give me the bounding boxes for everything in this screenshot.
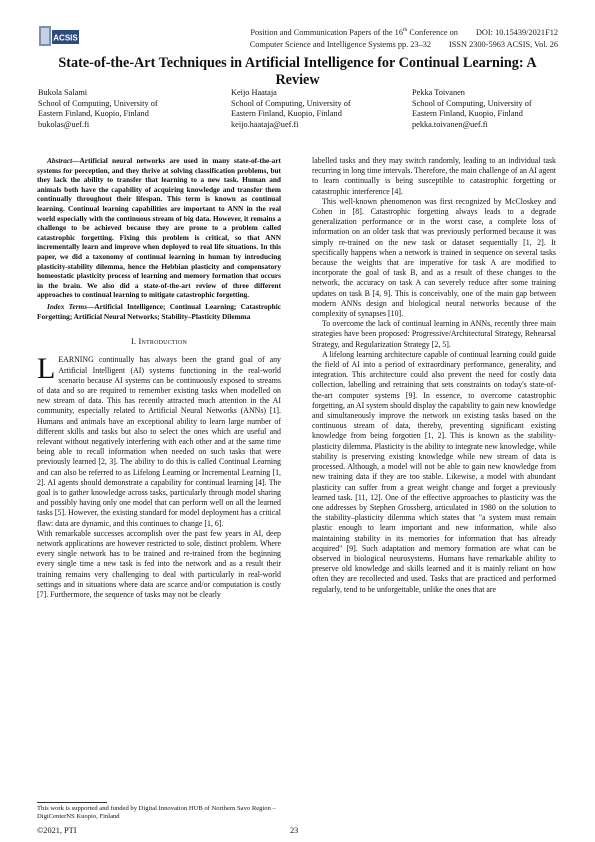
section-heading-introduction (37, 337, 281, 347)
author-name: Pekka Toivanen (412, 88, 465, 97)
conference-title-tail: Conference on (407, 28, 458, 37)
issn-text: ISSN 2300-5963 ACSIS, Vol. 26 (449, 39, 558, 49)
left-column (37, 156, 281, 600)
author-email: keijo.haataja@uef.fi (231, 119, 299, 129)
author-name: Bukola Salami (38, 88, 88, 97)
author-2 (231, 88, 396, 130)
doi-text: DOI: 10.15439/2021F12 (475, 28, 558, 37)
author-location: Eastern Finland, Kuopio, Finland (231, 109, 342, 119)
section-numeral: I. (130, 337, 139, 347)
conference-title-part: Position and Communication Papers of the 16 (250, 28, 403, 37)
author-location: Eastern Finland, Kuopio, Finland (38, 109, 149, 119)
abstract-label: Abstract (47, 156, 73, 165)
right-paragraph-4: A lifelong learning architecture capable of continual learning could guide the field of AI into a period of extraordinary performance, generality, and integration. This architecture could also prevent the need for costly data collection, labelling and retraining that sets constraints on today's state-of-the-art computer systems [9]. In essence, to overcome catastrophic forgetting, an AI system should display the capability to gain new knowledge and simultaneously improve the network on existing tasks based on the continuous stream of data, thereby, preventing significant existing knowledge from being forgotten [1, 2]. This is known as the stability-plasticity dilemma. Plasticity is the ability to integrate new knowledge, while stability is preserving existing knowledge while new stream of data is processed. Although, a model will not be able to gain new knowledge from new training data if they are too stable. Likewise, a model with abundant plasticity can suffer from a great weight change and forget a previously learned task. [11, 12]. One of the effective approaches to plasticity was the one addresses by Stephen Grossberg, articulated in 1980 on the solution to the stability–plasticity dilemma which states that "a system must remain plastic enough to learn important and new information, while also maintaining stability in its memories for information that has already acquired" [9]. Such adaptation and memory formation are what can be observed in biological neurosystems. Humans have remarkable ability to preserve old knowledge and skills learned and it is mainly reliant on how often they are recollected and used. Tasks that are practiced and performed regularly, tend to be unforgettable, unlike the ones that are (312, 349, 556, 594)
right-column (312, 156, 556, 595)
author-1 (38, 88, 203, 130)
acsis-logo (38, 23, 80, 49)
author-email: pekka.toivanen@uef.fi (412, 119, 488, 129)
ordinal-suffix: th (402, 27, 408, 33)
abstract-text: —Artificial neural networks are used in many state-of-the-art systems for perception, and they thrive at solving classification problems, but they lack the ability to transfer that learning to a new task. Human and animals both have the capability of acquiring knowledge and transfer them continually throughout their lifespan. This term is known as continual learning. Continual learning capabilities are important to ANN in the real world especially with the continuous stream of big data. However, it remains a challenge to be achieved because they are prone to a problem called catastrophic forgetting. Fixing this problem is critical, so that ANN incrementally learn and improve when deployed to real life situations. In this paper, we did a taxonomy of continual learning in human by introducing plasticity-stability dilemma, hence the Hebbian plasticity and compensatory homeostatic plasticity process of learning and memory formation that occurs in the brain. We also did a state-of-the-art review of three different approaches to continual learning to mitigate catastrophic forgetting. (37, 156, 281, 300)
running-head (178, 25, 558, 50)
running-head-line-2 (178, 39, 558, 51)
author-name: Keijo Haataja (231, 88, 277, 97)
author-3 (412, 88, 577, 130)
author-email: bukolas@uef.fi (38, 119, 90, 129)
intro-paragraph-1-text: EARNING continually has always been the grand goal of any Artificial Intelligent (AI) systems functioning in the real-world scenario because AI systems can be continuously exposed to streams of data and so are required to remember existing tasks when modelled on new stream of data. This has recently attracted much attention in the AI community, especially related to Artificial Neural Networks (ANNs) [1]. Humans and animals have an exceptional ability to learn large number of different skills and tasks but also to select the ones which are useful and relevant without negatively interfering with each other and at the same time being able to recall information when needed on such tasks that were previously learned [2, 3]. The ability to do this is called Continual Learning and can also be referred to as Lifelong Learning or Incremental Learning [1, 2]. AI agents should demonstrate a capability for continual learning [4]. The goal is to gather knowledge across tasks, particularly through model sharing and possibly having only one model that can perform well on all the learned tasks [5]. However, the existing standard for model deployment has a critical flaw: data are dynamic, and this continues to change [1, 6]. (37, 355, 281, 528)
index-terms (37, 302, 281, 321)
right-paragraph-1: labelled tasks and they may switch randomly, leading to an individual task recurring in long time intervals. Therefore, the main challenge of an AI agent to learn continually is being susceptible to catastrophic forgetting or catastrophic interference [4]. (312, 156, 556, 196)
footnote-rule (37, 802, 107, 803)
index-terms-label: Index Terms (47, 301, 88, 311)
proceedings-pages: Computer Science and Intelligence Systems pp. 23–32 (249, 39, 432, 49)
author-affiliation: School of Computing, University of (231, 98, 351, 108)
running-head-line-1 (178, 25, 558, 39)
right-paragraph-2: This well-known phenomenon was first recognized by McCloskey and Cohen in [8]. Catastrophic forgetting always leads to a degrade generalization performance or in the worst case, a complete loss of information on an older task that was previously performed because it was simply re-trained on the new task or dataset sequentially [1, 2]. It specifically happens when a network is trained in sequence on several tasks because the weights that are imperative for task A are modified to incorporate the goal of task B, and as a result of these changes to the network, the accuracy on task A can severely reduce after some training updates on task B [4, 9]. This is conceivably, one of the main gap between modern ANNs design and biological neural networks because of the complexity of synapses [10]. (312, 196, 556, 319)
intro-paragraph-2: With remarkable successes accomplish over the past few years in AI, deep network applications are however restricted to sole, distinct problem. Where every single network has to be trained and re-trained from the beginning every single time a new task is fed into the network and as a result their training remains very challenging to deal with particularly in real-world settings and in situations where data are scarce and/or computation is costly [7]. Furthermore, the sequence of tasks may not be clearly (37, 528, 281, 599)
page-number: 23 (290, 826, 299, 835)
index-terms-text: —Artificial Intelligence; Continual Learning; Catastrophic Forgetting; Artificial Neural Networks; Stability–Plasticity Dilemma (37, 301, 282, 321)
section-title: Introduction (138, 337, 187, 347)
author-location: Eastern Finland, Kuopio, Finland (412, 109, 523, 119)
author-affiliation: School of Computing, University of (38, 98, 158, 108)
right-paragraph-3: To overcome the lack of continual learning in ANNs, recently three main strategies have been proposed: Progressive/Architectural Strategy, Rehearsal Strategy, and Regularization Strategy [2, 5]. (312, 319, 556, 349)
funding-footnote: This work is supported and funded by Digital Innovation HUB of Northern Savo Region – DigiCenterNS Kuopio, Finland (37, 805, 276, 821)
copyright-notice: ©2021, PTI (37, 826, 77, 835)
author-affiliation: School of Computing, University of (412, 98, 532, 108)
paper-title: State-of-the-Art Techniques in Artificial Intelligence for Continual Learning: A Review (58, 55, 537, 88)
svg-text:ACSIS: ACSIS (53, 33, 78, 43)
abstract (37, 156, 281, 300)
drop-cap: L (37, 352, 56, 386)
intro-paragraph-1 (37, 352, 281, 528)
